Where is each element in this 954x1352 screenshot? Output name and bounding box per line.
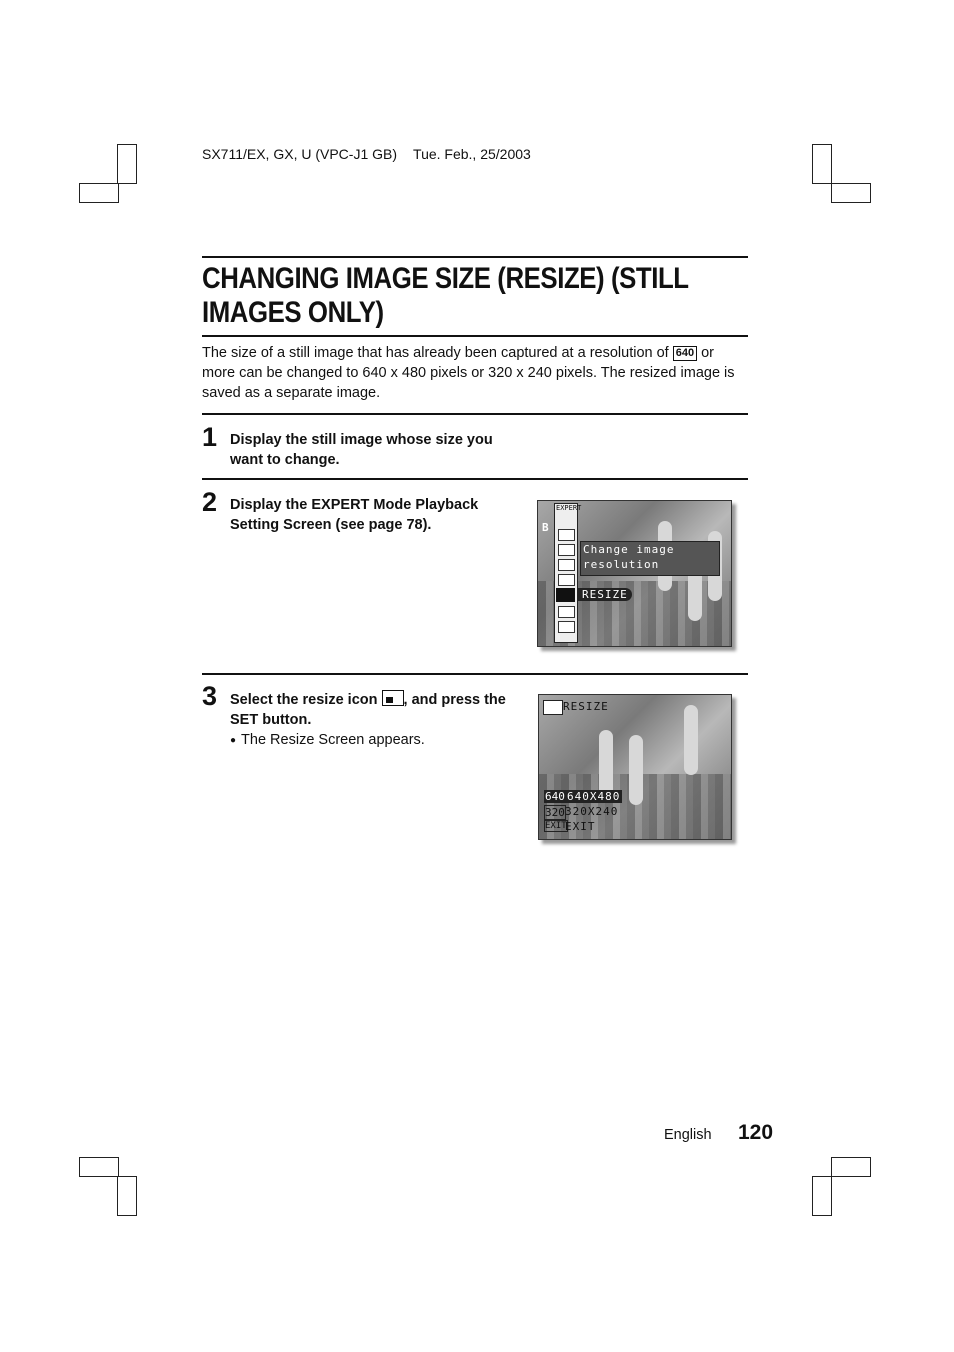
menu-speaker-icon	[558, 559, 575, 571]
crop-mark-bottom-left-vertical	[117, 1176, 137, 1216]
step-1-number: 1	[202, 422, 218, 452]
resolution-640-icon: 640	[673, 346, 697, 361]
step-2-number: 2	[202, 487, 218, 517]
menu-rotate-icon	[558, 606, 575, 618]
print-header	[202, 146, 531, 162]
step-1-text: Display the still image whose size you want to change.	[230, 432, 493, 468]
menu-key-icon	[558, 529, 575, 541]
menu-mic-icon	[558, 574, 575, 586]
print-date: Tue. Feb., 25/2003	[413, 146, 531, 162]
option-640-badge[interactable]: 640	[545, 790, 565, 803]
dancer-figure	[629, 735, 643, 805]
model-info: SX711/EX, GX, U (VPC-J1 GB)	[202, 146, 398, 162]
step-3-bullet: ● The Resize Screen appears.	[230, 730, 425, 751]
resize-selected-label[interactable]: RESIZE	[578, 588, 632, 601]
tooltip-line-2: resolution	[583, 558, 660, 571]
option-exit-label[interactable]: EXIT	[565, 820, 596, 833]
crop-mark-bottom-left-horizontal	[79, 1157, 119, 1177]
dancer-figure	[684, 705, 698, 775]
crop-mark-bottom-right-vertical	[812, 1176, 832, 1216]
crop-mark-top-right-horizontal	[831, 183, 871, 203]
title-top-rule	[202, 256, 748, 258]
option-exit-badge[interactable]: EXIT	[545, 821, 567, 831]
step-2-text: Display the EXPERT Mode Playback Setting Screen (see page 78).	[230, 497, 479, 533]
option-640-label[interactable]: 640X480	[567, 790, 621, 803]
resize-screen-title: RESIZE	[563, 700, 609, 713]
crop-mark-top-right-vertical	[812, 144, 832, 184]
page-number: 120	[738, 1121, 774, 1144]
footer-language: English	[664, 1127, 712, 1143]
resize-title-icon	[543, 700, 563, 715]
step1-rule	[202, 413, 748, 415]
intro-paragraph: The size of a still image that has already been captured at a resolution of 640 or more can be changed to 640 x 480 pixels or 320 x 240 pixels. The resized image is saved as a separate image.	[202, 345, 735, 401]
menu-print-icon	[558, 621, 575, 633]
crop-mark-top-left-horizontal	[79, 183, 119, 203]
resize-screen	[538, 694, 732, 840]
title-bottom-rule	[202, 335, 748, 337]
step3-rule	[202, 673, 748, 675]
crop-mark-bottom-right-horizontal	[831, 1157, 871, 1177]
resize-icon	[382, 690, 404, 706]
tooltip-line-1: Change image	[583, 543, 675, 556]
crop-mark-top-left-vertical	[117, 144, 137, 184]
menu-resize-icon[interactable]	[556, 588, 575, 602]
mode-letter: B	[542, 521, 550, 534]
step-3-number: 3	[202, 681, 218, 711]
step2-rule	[202, 478, 748, 480]
option-320-badge[interactable]: 320	[545, 806, 565, 819]
menu-trash-icon	[558, 544, 575, 556]
page-title: CHANGING IMAGE SIZE (RESIZE) (STILL IMAGES ONLY)	[202, 262, 689, 329]
step-3-text: Select the resize icon , and press the SET button.	[230, 692, 506, 728]
option-320-label[interactable]: 320X240	[565, 805, 619, 818]
expert-menu-header: EXPERT	[556, 504, 582, 512]
expert-playback-screen	[537, 500, 732, 647]
